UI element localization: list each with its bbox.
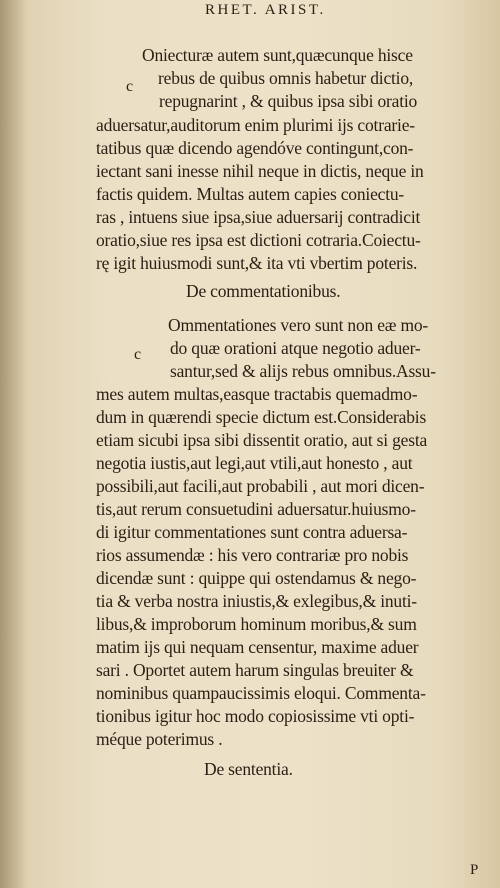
text-line: aduersatur,auditorum enim plurimi ijs cotrarie- xyxy=(96,115,415,135)
text-line: tis,aut rerum consuetudini aduersatur.huiusmo- xyxy=(96,499,416,519)
text-line: rę igit huiusmodi sunt,& ita vti vbertim poteris. xyxy=(96,253,418,273)
text-line: negotia iustis,aut legi,aut vtili,aut honesto , aut xyxy=(96,453,413,473)
text-line: Oniecturæ autem sunt,quæcunque hisce xyxy=(142,45,413,65)
page-mark: P xyxy=(470,862,479,878)
text-line: nominibus quampaucissimis eloqui. Commenta- xyxy=(96,683,426,703)
text-line: oratio,siue res ipsa est dictioni cotraria.Coiectu- xyxy=(96,230,421,250)
text-line: do quæ orationi atque negotio aduer- xyxy=(170,338,421,358)
text-line: tionibus igitur hoc modo copiosissime vti opti- xyxy=(96,706,415,726)
text-line: sari . Oportet autem harum singulas breuiter & xyxy=(96,660,414,680)
text-line: matim ijs qui nequam censentur, maxime aduer xyxy=(96,637,419,657)
text-line: iectant sani inesse nihil neque in dictis, neque in xyxy=(96,161,424,181)
section-heading: De commentationibus. xyxy=(186,281,341,301)
text-line: repugnarint , & quibus ipsa sibi oratio xyxy=(159,91,418,111)
text-line: tatibus quæ dicendo agendóve contingunt,con- xyxy=(96,138,414,158)
text-line: ras , intuens siue ipsa,siue aduersarij contradicit xyxy=(96,207,421,227)
text-line: Ommentationes vero sunt non eæ mo- xyxy=(168,315,429,335)
text-line: possibili,aut facili,aut probabili , aut mori dicen- xyxy=(96,476,425,496)
text-line: rios assumendæ : his vero contrariæ pro nobis xyxy=(96,545,409,565)
margin-letter: c xyxy=(126,78,134,95)
text-line: dicendæ sunt : quippe qui ostendamus & nego- xyxy=(96,568,417,588)
margin-letter: c xyxy=(134,346,142,363)
section-heading: De sententia. xyxy=(204,759,293,779)
text-line: di igitur commentationes sunt contra aduersa- xyxy=(96,522,408,542)
text-line: etiam sicubi ipsa sibi dissentit oratio, aut si gesta xyxy=(96,430,428,450)
text-line: factis quidem. Multas autem capies coniectu- xyxy=(96,184,405,204)
text-line: rebus de quibus omnis habetur dictio, xyxy=(158,68,414,88)
text-line: libus,& improborum hominum moribus,& sum xyxy=(96,614,417,634)
text-line: tia & verba nostra iniustis,& exlegibus,& inuti- xyxy=(96,591,417,611)
running-header: RHET. ARIST. xyxy=(205,2,326,18)
text-line: méque poterimus . xyxy=(96,729,223,749)
text-line: mes autem multas,easque tractabis quemadmo- xyxy=(96,384,418,404)
text-line: santur,sed & alijs rebus omnibus.Assu- xyxy=(170,361,436,381)
text-line: dum in quærendi specie dictum est.Considerabis xyxy=(96,407,427,427)
